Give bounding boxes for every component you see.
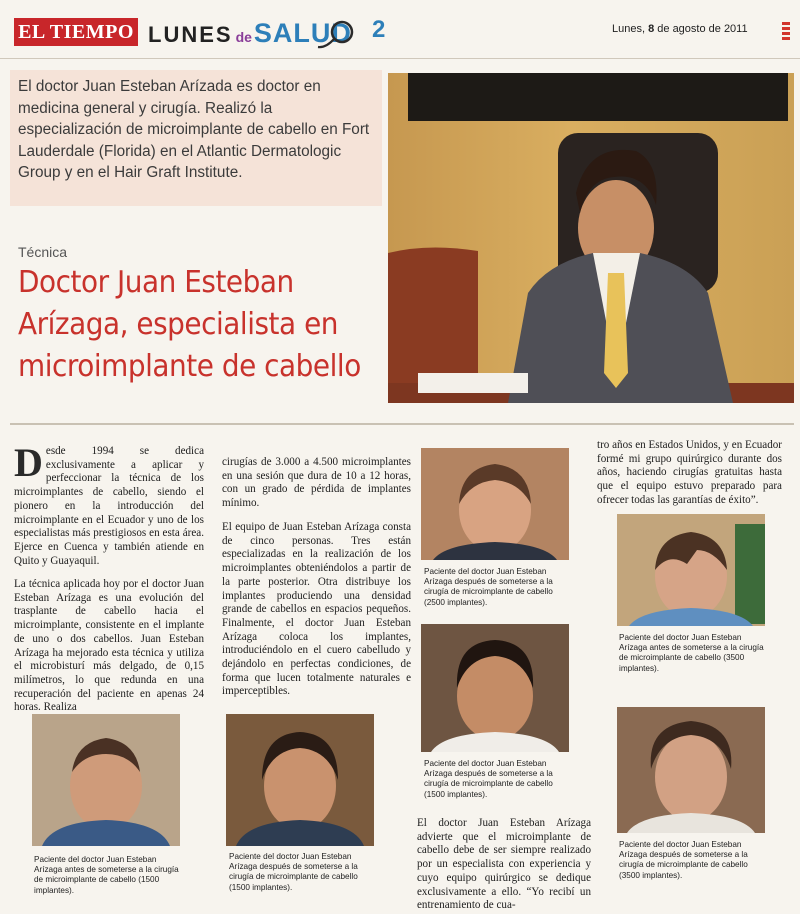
issue-date: Lunes, 8 de agosto de 2011 (612, 23, 748, 35)
section-divider (10, 423, 794, 425)
photo-caption: Paciente del doctor Juan Esteban Arízaga antes de someterse a la cirugía de microimplante de cabello (1500 implantes). (34, 855, 179, 895)
patient-photo (617, 514, 765, 626)
drop-cap: D (14, 440, 43, 485)
magnifier-icon (312, 14, 360, 54)
body-paragraph-4: El equipo de Juan Esteban Arízaga consta de cinco personas. Tres están especializadas en la realización de los microimplantes obteniéndolos a partir de la parte posterior. Otra distribuye los implantes produciendo una densidad grande de cabellos en espacios pequeños. Finalmente, el doctor Juan Esteban Arízaga coloca los implantes, introduciéndolo en el cuero cabelludo y dejándolo en perfectas condiciones, de forma que lucen totalmente naturales e imperceptibles. (222, 521, 411, 698)
patient-photo (226, 714, 374, 846)
body-paragraph-1: D esde 1994 se dedica exclusivamente a aplicar y perfeccionar la técnica de los microimplantes de cabello, siendo el pionero en la introducción del microimplante en el Ecuador y uno de los especialistas más prestigiosos en esta área. Ejerce en Cuenca y también atiende en Quito y Guayaquil. (14, 440, 204, 567)
article-kicker: Técnica (18, 244, 68, 260)
header-accent-bar (782, 22, 790, 40)
section-de: de (235, 29, 252, 45)
body-paragraph-6: tro años en Estados Unidos, y en Ecuador formé mi grupo quirúrgico durante dos años, haciendo cirugías gratuitas hasta que el equipo estuvo preparado para ofrecer todas las garantías de éxito”. (597, 439, 782, 506)
section-lunes: LUNES (148, 22, 233, 47)
newspaper-logo: EL TIEMPO (14, 18, 138, 46)
photo-caption: Paciente del doctor Juan Esteban Arízaga después de someterse a la cirugía de microimplante de cabello (2500 implantes). (424, 567, 553, 607)
body-paragraph-2: La técnica aplicada hoy por el doctor Juan Esteban Arízaga es una evolución del trasplante de cabello hacia el microimplante, consistente en el implante de uno o dos cabellos. Juan Esteban Arízaga ha mejorado esta técnica y utiliza el microbisturí más delgado, de 0,15 milímetros, lo que redunda en una recuperación del paciente en apenas 24 horas. Realiza (14, 578, 204, 714)
section-salud: SALUD (253, 18, 352, 48)
doctor-portrait-photo (388, 73, 794, 403)
photo-caption: Paciente del doctor Juan Esteban Arízaga después de someterse a la cirugía de microimplante de cabello (3500 implantes). (619, 840, 748, 880)
patient-photo (421, 624, 569, 752)
intro-box: El doctor Juan Esteban Arízada es doctor en medicina general y cirugía. Realizó la especialización de microimplante de cabello en Fort Lauderdale (Florida) en el Atlantic Dermatologic Group y en el Hair Graft Institute. (10, 70, 382, 206)
photo-caption: Paciente del doctor Juan Esteban Arízaga antes de someterse a la cirugía de microimplante de cabello (3500 implantes). (619, 633, 764, 673)
patient-photo (617, 707, 765, 833)
body-paragraph-5: El doctor Juan Esteban Arízaga advierte que el microimplante de cabello debe de ser siempre realizado por un especialista con experiencia y cuyo equipo quirúrgico se dedique exclusivamente a ello. “Yo recibí un entrenamiento de cua- (417, 817, 591, 912)
patient-photo (32, 714, 180, 846)
body-paragraph-3: cirugías de 3.000 a 4.500 microimplantes en una sesión que dura de 10 a 12 horas, con un grado de pérdida de implantes mínimo. (222, 456, 411, 510)
photo-caption: Paciente del doctor Juan Esteban Arízaga después de someterse a la cirugía de microimplante de cabello (1500 implantes). (229, 852, 358, 892)
photo-caption: Paciente del doctor Juan Esteban Arízaga después de someterse a la cirugía de microimplante de cabello (1500 implantes). (424, 759, 553, 799)
article-headline: Doctor Juan Esteban Arízaga, especialista en microimplante de cabello (18, 265, 361, 384)
patient-photo (421, 448, 569, 560)
page-number: 2 (372, 16, 386, 43)
header-divider (0, 58, 800, 59)
